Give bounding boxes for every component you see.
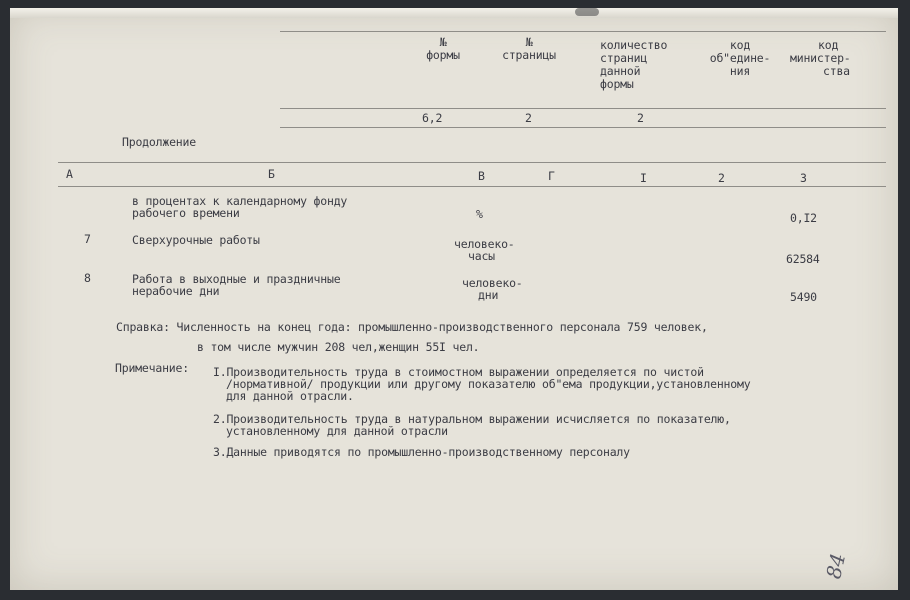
row-8-unit-1: человеко- bbox=[462, 276, 523, 290]
row-8-text-1: Работа в выходные и праздничные bbox=[132, 272, 341, 286]
header-forms-no: № bbox=[439, 35, 447, 49]
row-percent-text-2: рабочего времени bbox=[132, 206, 240, 220]
row-percent-value: 0,I2 bbox=[790, 211, 817, 225]
note-2-line-2: установленному для данной отрасли bbox=[226, 424, 448, 438]
note-1-line-2: /нормативной/ продукции или другому показателю об"ема продукции,установленному bbox=[226, 377, 751, 391]
header-count-4: формы bbox=[600, 77, 634, 91]
reference-line-2: в том числе мужчин 208 чел,женщин 55I чел. bbox=[197, 340, 480, 354]
document-page bbox=[10, 8, 898, 590]
header-count-2: страниц bbox=[600, 51, 648, 65]
header-forms-label: формы bbox=[426, 48, 460, 62]
continuation-label: Продолжение bbox=[122, 135, 196, 149]
header-ministry-3: ства bbox=[823, 64, 850, 78]
header-value-form: 6,2 bbox=[422, 111, 443, 125]
column-b-label: Б bbox=[268, 167, 275, 181]
reference-line-1: Справка: Численность на конец года: промышленно-производственного персонала 759 человек, bbox=[116, 320, 708, 334]
row-7-text: Сверхурочные работы bbox=[132, 233, 260, 247]
column-g-label: Г bbox=[548, 169, 555, 183]
row-7-number: 7 bbox=[84, 232, 91, 246]
row-8-unit-2: дни bbox=[478, 288, 499, 302]
binder-clip-icon bbox=[575, 8, 599, 16]
header-assoc-1: код bbox=[729, 38, 751, 52]
column-v-label: В bbox=[478, 169, 485, 183]
note-3-line-1: 3.Данные приводятся по промышленно-производственному персоналу bbox=[213, 445, 630, 459]
column-2-label: 2 bbox=[718, 171, 725, 185]
header-value-page: 2 bbox=[525, 111, 532, 125]
header-pages-label: страницы bbox=[502, 48, 556, 62]
row-8-number: 8 bbox=[84, 271, 91, 285]
row-percent-unit: % bbox=[476, 207, 483, 221]
header-ministry-2: министер- bbox=[790, 51, 851, 65]
binder-edge bbox=[10, 8, 898, 18]
note-2-line-1: 2.Производительность труда в натуральном выражении исчисляется по показателю, bbox=[213, 412, 731, 426]
header-count-3: данной bbox=[600, 64, 641, 78]
column-1-label: I bbox=[640, 171, 647, 185]
row-7-unit-1: человеко- bbox=[454, 237, 515, 251]
header-assoc-3: ния bbox=[729, 64, 751, 78]
header-mid-rule bbox=[280, 108, 886, 109]
header-bottom-rule bbox=[280, 127, 886, 128]
header-pages-no: № bbox=[525, 35, 533, 49]
note-1-line-1: I.Производительность труда в стоимостном выражении определяется по чистой bbox=[213, 365, 704, 379]
row-7-unit-2: часы bbox=[468, 249, 495, 263]
header-top-rule bbox=[280, 31, 886, 32]
row-8-value: 5490 bbox=[790, 290, 817, 304]
row-percent-text-1: в процентах к календарному фонду bbox=[132, 194, 348, 208]
column-a-label: А bbox=[66, 167, 73, 181]
handwritten-page-number: 84 bbox=[820, 551, 850, 581]
header-assoc-2: об"едине- bbox=[709, 51, 771, 65]
row-8-text-2: нерабочие дни bbox=[132, 284, 220, 298]
column-3-label: 3 bbox=[800, 171, 807, 185]
header-ministry-1: код bbox=[818, 38, 839, 52]
header-count-1: количество bbox=[600, 38, 668, 52]
table-header-rule bbox=[58, 186, 886, 187]
note-1-line-3: для данной отрасли. bbox=[226, 389, 354, 403]
header-value-count: 2 bbox=[637, 111, 644, 125]
notes-label: Примечание: bbox=[115, 361, 189, 375]
table-top-rule bbox=[58, 162, 886, 163]
row-7-value: 62584 bbox=[786, 252, 820, 266]
